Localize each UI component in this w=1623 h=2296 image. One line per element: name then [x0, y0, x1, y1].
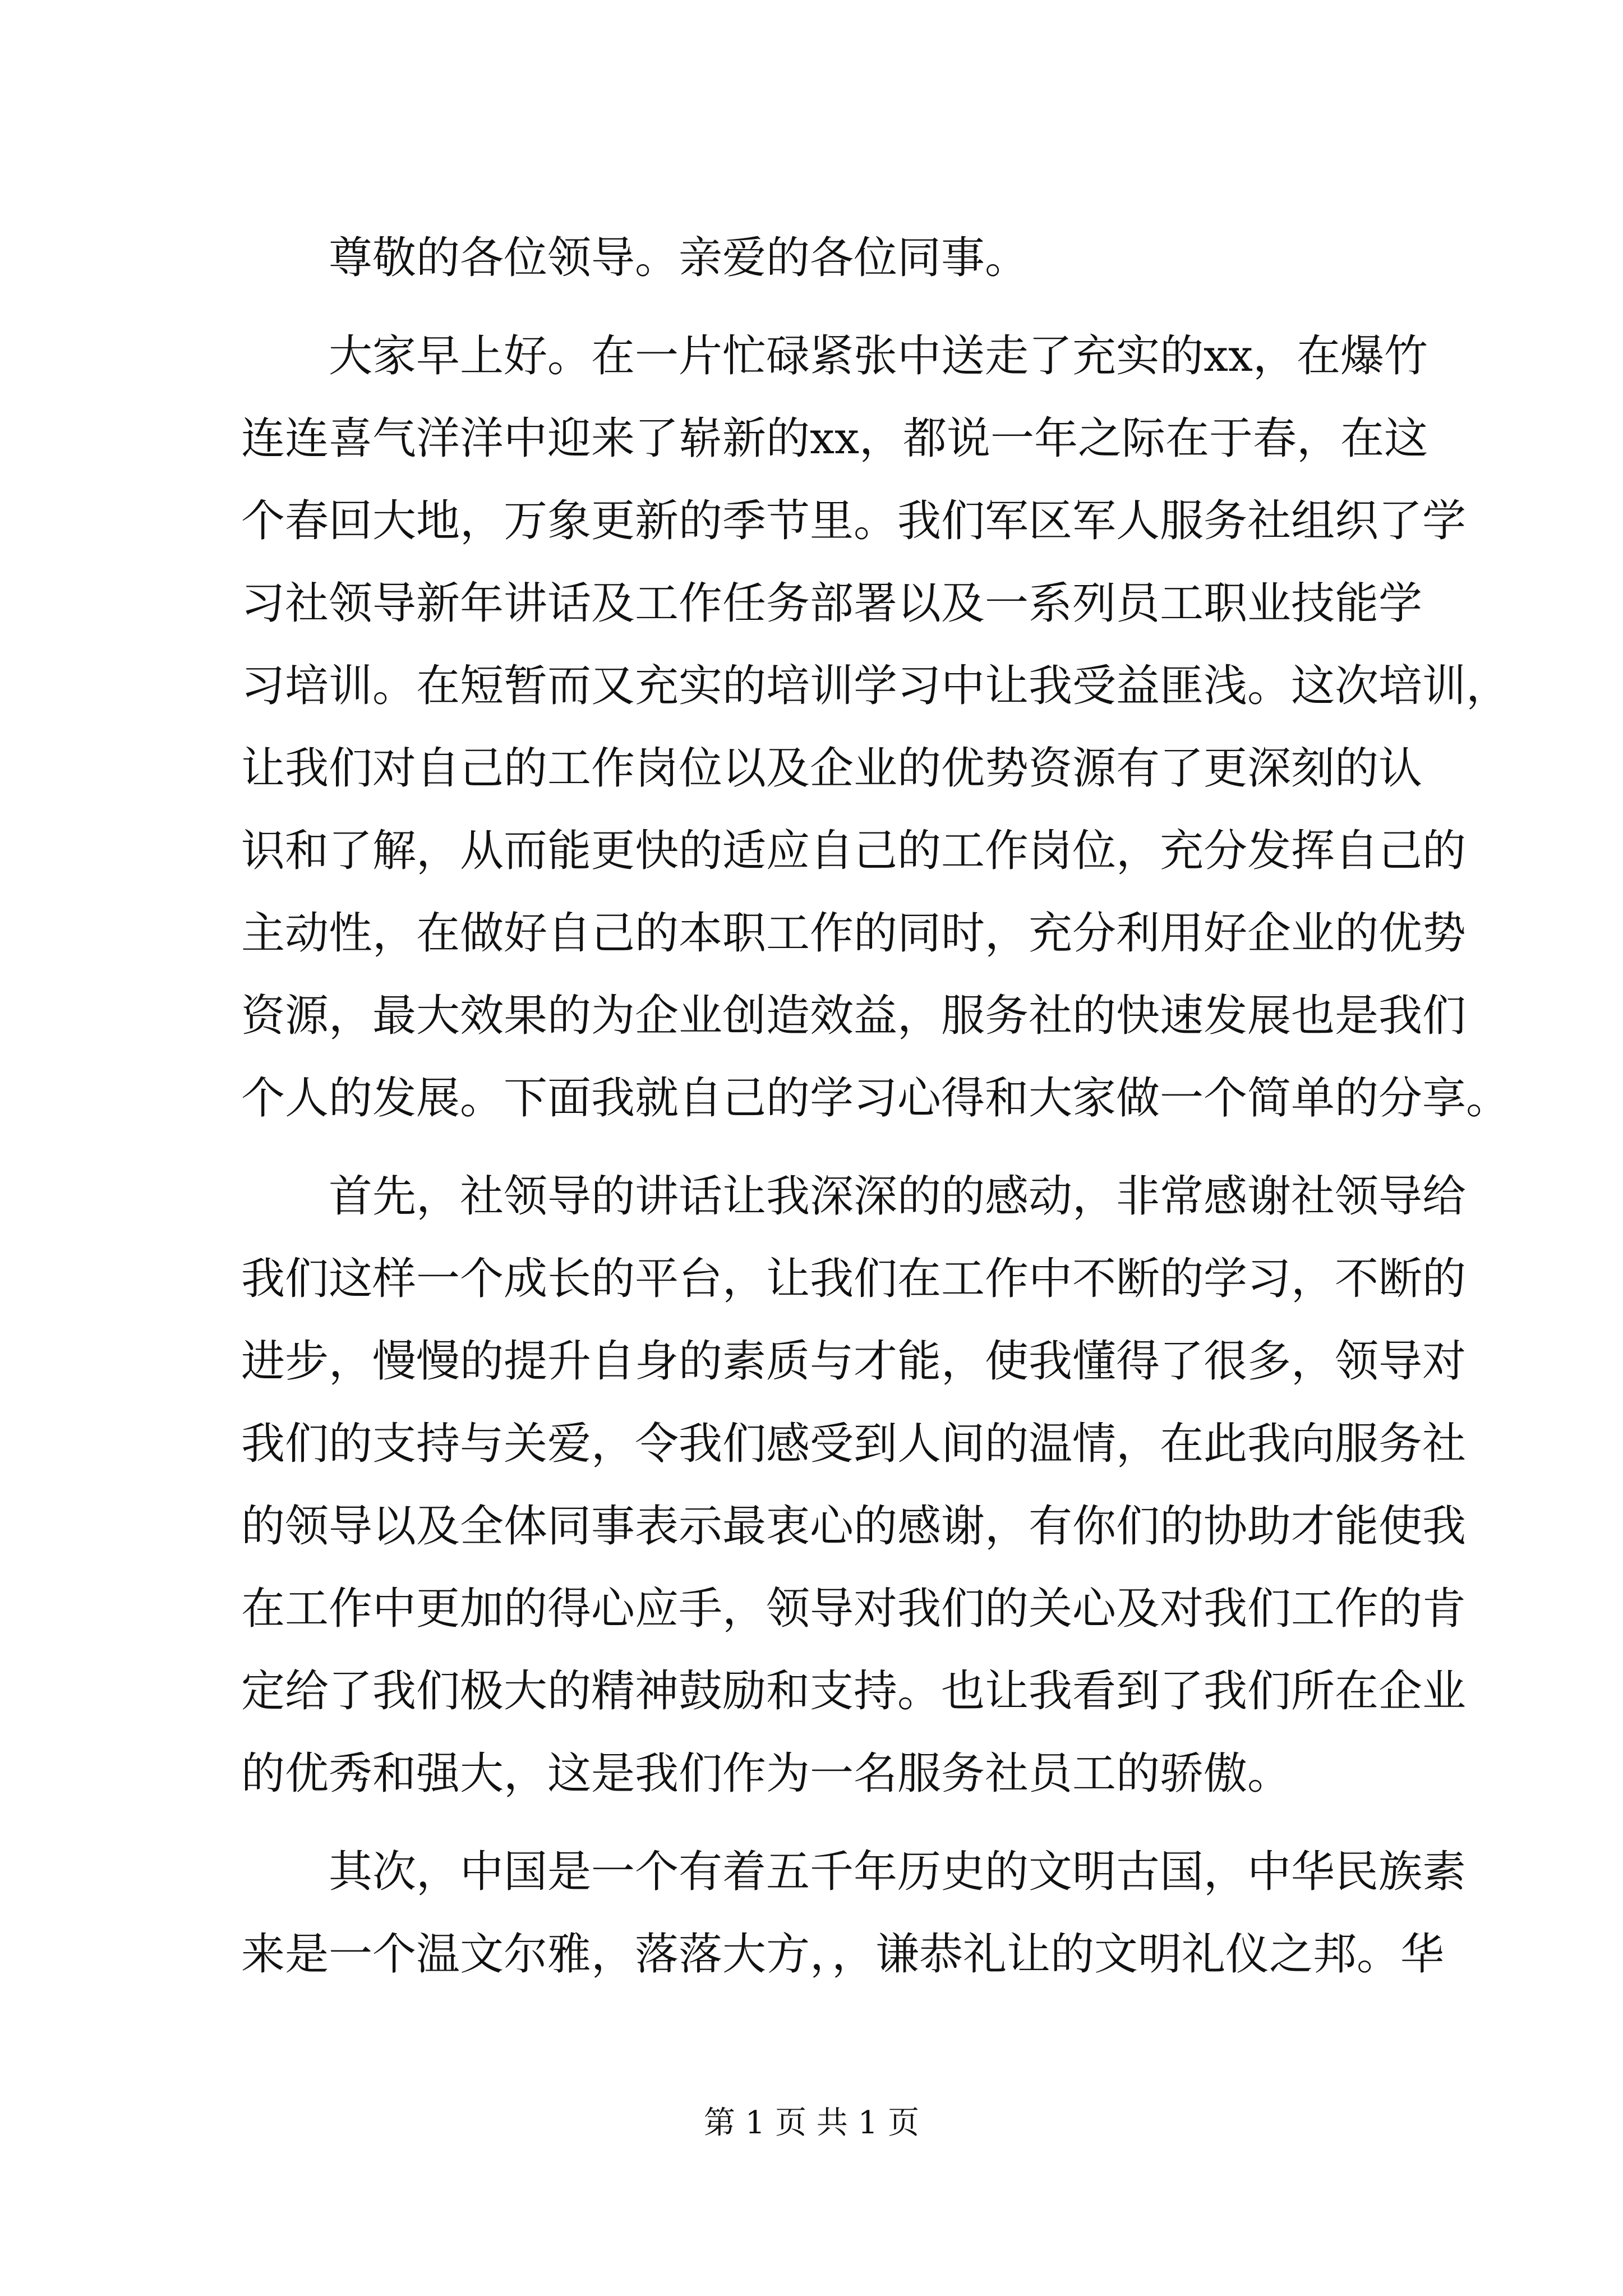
text-line: 大家早上好。在一片忙碌紧张中送走了充实的xx，在爆竹 — [329, 331, 1428, 381]
text-line: 个人的发展。下面我就自己的学习心得和大家做一个简单的分享。 — [241, 1073, 1510, 1124]
text-line: 进步，慢慢的提升自身的素质与才能，使我懂得了很多，领导对 — [241, 1336, 1467, 1387]
text-line: 资源，最大效果的为企业创造效益，服务社的快速发展也是我们 — [241, 991, 1467, 1041]
page-number-label: 第 1 页 共 1 页 — [703, 2105, 920, 2141]
text-line: 识和了解，从而能更快的适应自己的工作岗位，充分发挥自己的 — [241, 826, 1467, 876]
text-line: 我们的支持与关爱，令我们感受到人间的温情，在此我向服务社 — [241, 1419, 1467, 1469]
text-line: 个春回大地，万象更新的季节里。我们军区军人服务社组织了学 — [241, 496, 1467, 546]
text-line: 首先，社领导的讲话让我深深的的感动，非常感谢社领导给 — [329, 1171, 1467, 1222]
text-line: 在工作中更加的得心应手，领导对我们的关心及对我们工作的肯 — [241, 1584, 1467, 1634]
text-line: 的优秀和强大，这是我们作为一名服务社员工的骄傲。 — [241, 1749, 1292, 1799]
text-line: 习培训。在短暂而又充实的培训学习中让我受益匪浅。这次培训， — [241, 661, 1510, 711]
text-line: 其次，中国是一个有着五千年历史的文明古国，中华民族素 — [329, 1847, 1467, 1897]
text-line: 连连喜气洋洋中迎来了崭新的xx，都说一年之际在于春，在这 — [241, 413, 1428, 464]
page-footer — [0, 2101, 1623, 2146]
text-line: 让我们对自己的工作岗位以及企业的优势资源有了更深刻的认 — [241, 743, 1423, 794]
text-line: 我们这样一个成长的平台，让我们在工作中不断的学习，不断的 — [241, 1254, 1467, 1304]
text-line: 主动性，在做好自己的本职工作的同时，充分利用好企业的优势 — [241, 908, 1467, 959]
text-line: 的领导以及全体同事表示最衷心的感谢，有你们的协助才能使我 — [241, 1501, 1467, 1552]
text-line: 尊敬的各位领导。亲爱的各位同事。 — [329, 233, 1029, 283]
text-line: 定给了我们极大的精神鼓励和支持。也让我看到了我们所在企业 — [241, 1666, 1467, 1717]
text-line: 来是一个温文尔雅，落落大方，，谦恭礼让的文明礼仪之邦。华 — [241, 1929, 1445, 1980]
text-line: 习社领导新年讲话及工作任务部署以及一系列员工职业技能学 — [241, 578, 1423, 629]
